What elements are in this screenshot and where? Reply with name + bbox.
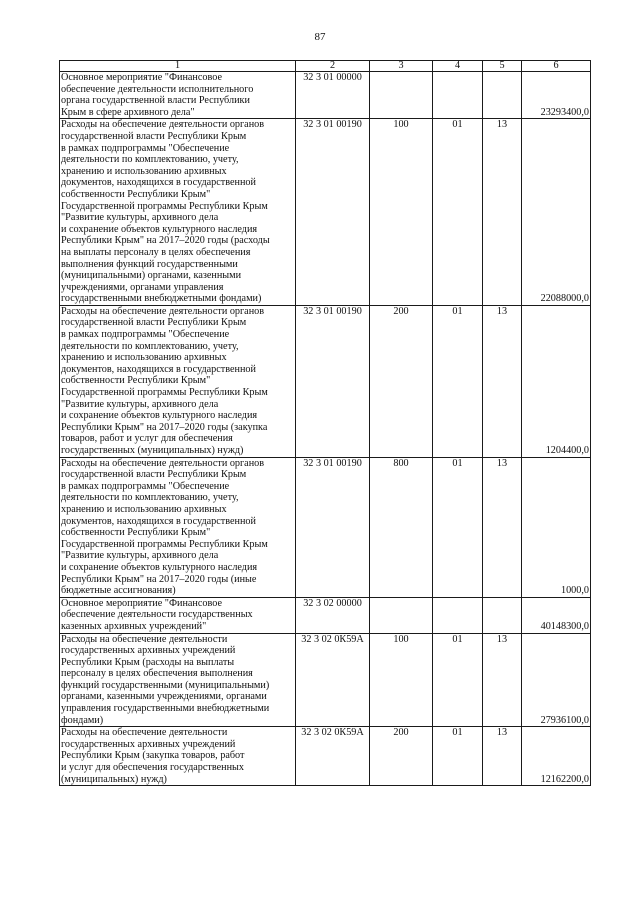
row-col5: 13 <box>483 119 522 306</box>
row-name: Расходы на обеспечение деятельности органов государственной власти Республики Крым в рамках подпрограммы "Обеспечение деятельности по комплектованию, учету, хранению и использованию архивных документов, находящихся в государственной собственности Республики Крым" Государственной программы Республики Крым "Развитие культуры, архивного дела и сохранение объектов культурного наследия Республики Крым" на 2017–2020 годы (иные бюджетные ассигнования) <box>60 457 296 597</box>
row-col3: 200 <box>370 305 433 457</box>
table-row <box>60 305 591 457</box>
row-col3 <box>370 597 433 633</box>
row-sum: 1000,0 <box>522 457 591 597</box>
table-row <box>60 72 591 119</box>
row-col5 <box>483 72 522 119</box>
row-sum: 27936100,0 <box>522 633 591 727</box>
row-col5: 13 <box>483 457 522 597</box>
column-header-4: 4 <box>433 61 483 72</box>
row-col5 <box>483 597 522 633</box>
row-code: 32 3 01 00000 <box>296 72 370 119</box>
page-number: 87 <box>314 31 326 43</box>
row-col4: 01 <box>433 119 483 306</box>
budget-table <box>59 60 591 786</box>
row-code: 32 3 02 0К59А <box>296 633 370 727</box>
row-name: Расходы на обеспечение деятельности органов государственной власти Республики Крым в рамках подпрограммы "Обеспечение деятельности по комплектованию, учету, хранению и использованию архивных документов, находящихся в государственной собственности Республики Крым" Государственной программы Республики Крым "Развитие культуры, архивного дела и сохранение объектов культурного наследия Республики Крым" на 2017–2020 годы (закупка товаров, работ и услуг для обеспечения государственных (муниципальных) нужд) <box>60 305 296 457</box>
row-col3: 800 <box>370 457 433 597</box>
row-name: Основное мероприятие "Финансовое обеспечение деятельности государственных казенных архивных учреждений" <box>60 597 296 633</box>
table-row <box>60 119 591 306</box>
row-code: 32 3 01 00190 <box>296 305 370 457</box>
column-header-5: 5 <box>483 61 522 72</box>
table-row <box>60 727 591 786</box>
row-col4: 01 <box>433 305 483 457</box>
row-col4 <box>433 72 483 119</box>
column-header-1: 1 <box>60 61 296 72</box>
table-header-row <box>60 61 591 72</box>
row-name: Расходы на обеспечение деятельности государственных архивных учреждений Республики Крым (расходы на выплаты персоналу в целях обеспечения выполнения функций государственными (муниципальными) органами, казенными учреждениями, органами управления государственными внебюджетными фондами) <box>60 633 296 727</box>
row-code: 32 3 01 00190 <box>296 119 370 306</box>
row-name: Расходы на обеспечение деятельности государственных архивных учреждений Республики Крым (закупка товаров, работ и услуг для обеспечения государственных (муниципальных) нужд) <box>60 727 296 786</box>
row-sum: 23293400,0 <box>522 72 591 119</box>
table-row <box>60 597 591 633</box>
row-code: 32 3 02 00000 <box>296 597 370 633</box>
row-col3 <box>370 72 433 119</box>
row-col4 <box>433 597 483 633</box>
row-col3: 100 <box>370 119 433 306</box>
table-row <box>60 633 591 727</box>
row-col3: 200 <box>370 727 433 786</box>
row-col4: 01 <box>433 727 483 786</box>
column-header-3: 3 <box>370 61 433 72</box>
row-code: 32 3 01 00190 <box>296 457 370 597</box>
row-col5: 13 <box>483 727 522 786</box>
row-sum: 40148300,0 <box>522 597 591 633</box>
row-sum: 12162200,0 <box>522 727 591 786</box>
row-col5: 13 <box>483 633 522 727</box>
row-col4: 01 <box>433 457 483 597</box>
table-row <box>60 457 591 597</box>
row-col4: 01 <box>433 633 483 727</box>
column-header-2: 2 <box>296 61 370 72</box>
row-col5: 13 <box>483 305 522 457</box>
column-header-6: 6 <box>522 61 591 72</box>
row-code: 32 3 02 0К59А <box>296 727 370 786</box>
row-sum: 1204400,0 <box>522 305 591 457</box>
row-name: Основное мероприятие "Финансовое обеспечение деятельности исполнительного органа государственной власти Республики Крым в сфере архивного дела" <box>60 72 296 119</box>
row-col3: 100 <box>370 633 433 727</box>
row-sum: 22088000,0 <box>522 119 591 306</box>
row-name: Расходы на обеспечение деятельности органов государственной власти Республики Крым в рамках подпрограммы "Обеспечение деятельности по комплектованию, учету, хранению и использованию архивных документов, находящихся в государственной собственности Республики Крым" Государственной программы Республики Крым "Развитие культуры, архивного дела и сохранение объектов культурного наследия Республики Крым" на 2017–2020 годы (расходы на выплаты персоналу в целях обеспечения выполнения функций государственными (муниципальными) органами, казенными учреждениями, органами управления государственными внебюджетными фондами) <box>60 119 296 306</box>
